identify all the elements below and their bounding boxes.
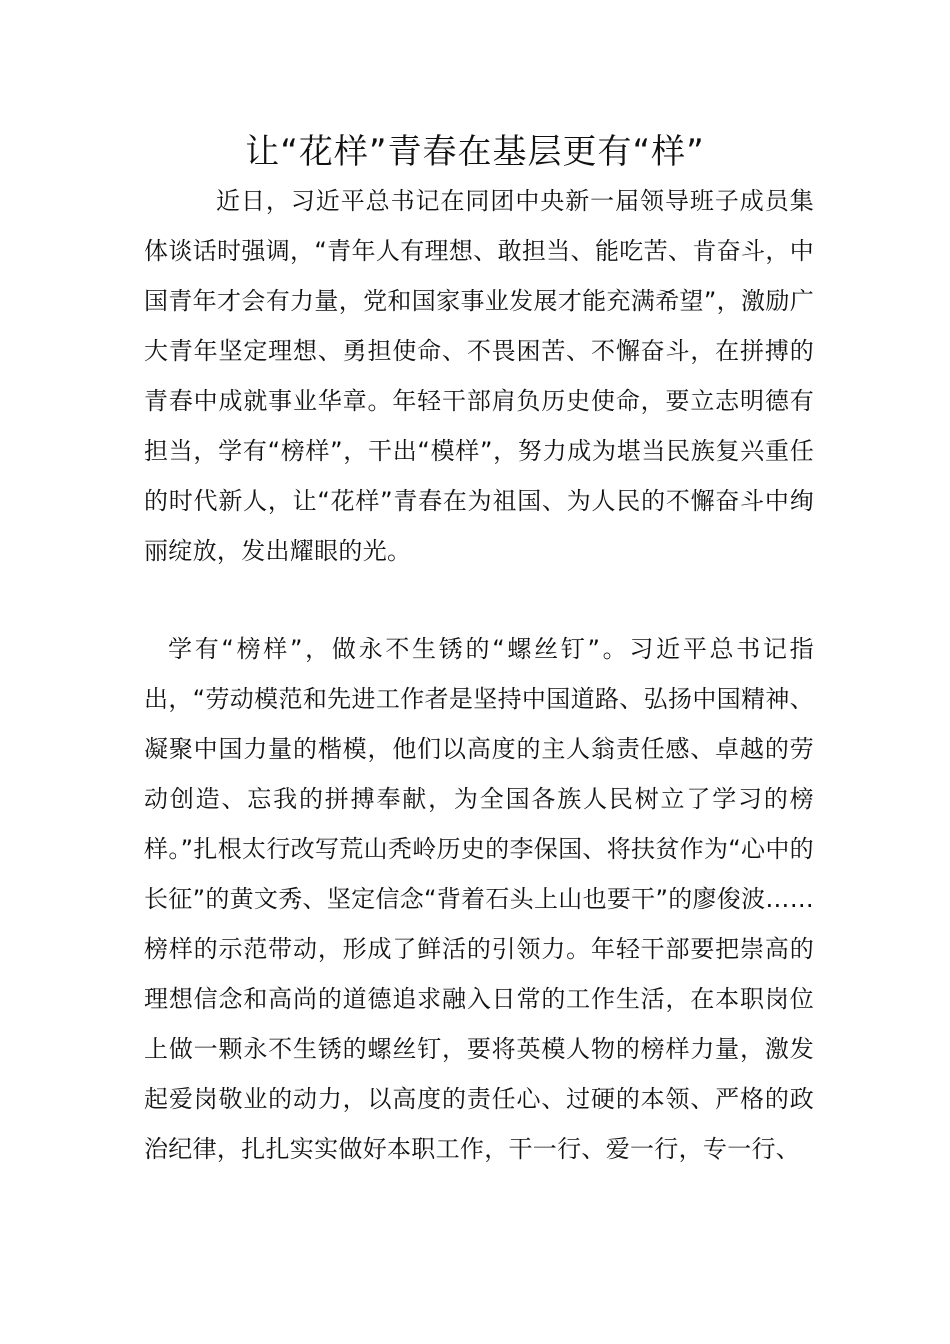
paragraph-2: 学有“榜样”，做永不生锈的“螺丝钉”。习近平总书记指出，“劳动模范和先进工作者是坚持中国道路、弘扬中国精神、凝聚中国力量的楷模，他们以高度的主人翁责任感、卓越的劳动创造、忘我的拼搏奉献，为全国各族人民树立了学习的榜样。”扎根太行改写荒山秃岭历史的李保国、将扶贫作为“心中的长征”的黄文秀、坚定信念“背着石头上山也要干”的廖俊波……榜样的示范带动，形成了鲜活的引领力。年轻干部要把崇高的理想信念和高尚的道德追求融入日常的工作生活，在本职岗位上做一颗永不生锈的螺丝钉，要将英模人物的榜样力量，激发起爱岗敬业的动力，以高度的责任心、过硬的本领、严格的政治纪律，扎扎实实做好本职工作，干一行、爱一行，专一行、 bbox=[144, 635, 814, 1163]
document-title: 让“花样”青春在基层更有“样” bbox=[245, 132, 705, 172]
paragraph-1: 近日，习近平总书记在同团中央新一届领导班子成员集体谈话时强调，“青年人有理想、敢担当、能吃苦、肯奋斗，中国青年才会有力量，党和国家事业发展才能充满希望”，激励广大青年坚定理想、勇担使命、不畏困苦、不懈奋斗，在拼搏的青春中成就事业华章。年轻干部肩负历史使命，要立志明德有担当，学有“榜样”，干出“模样”，努力成为堪当民族复兴重任的时代新人，让“花样”青春在为祖国、为人民的不懈奋斗中绚丽绽放，发出耀眼的光。 bbox=[144, 187, 814, 565]
